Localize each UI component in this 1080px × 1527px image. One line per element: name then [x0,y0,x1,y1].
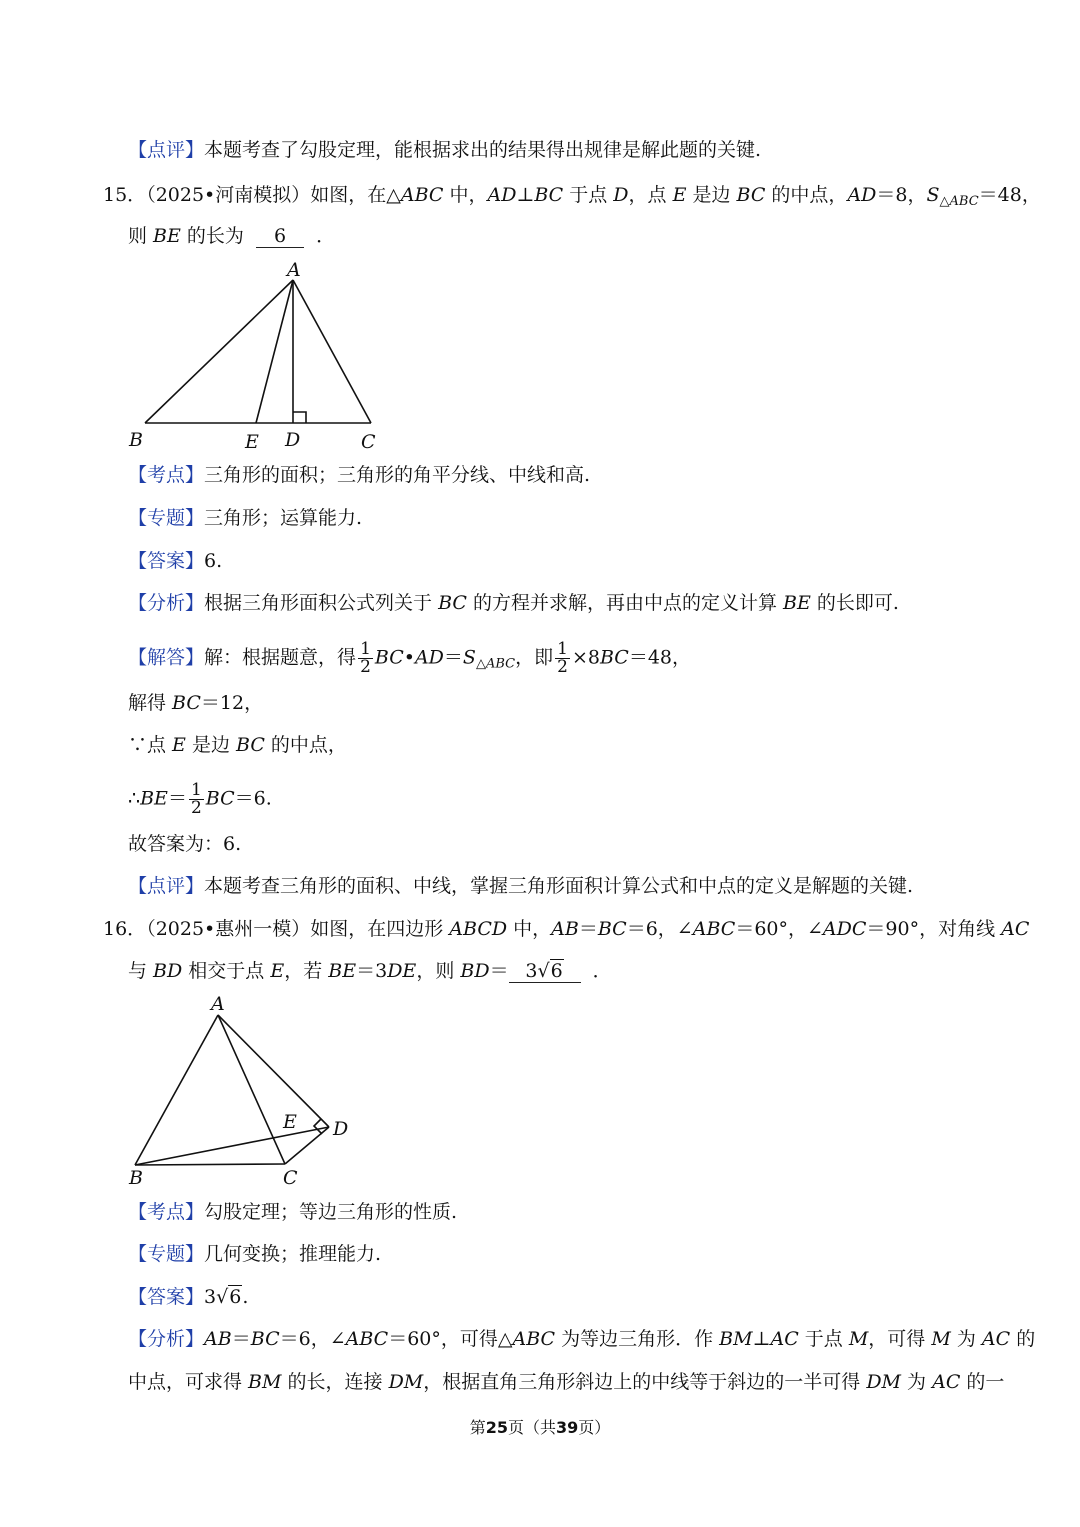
q16-label-A: A [211,993,225,1015]
q15-label-E: E [245,431,259,453]
q16-fenxi-line1: 【分析】AB＝BC＝6，∠ABC＝60°，可得△ABC 为等边三角形．作 BM⊥AC 于点 M，可得 M 为 AC 的 [128,1328,1036,1350]
q15-answer-blank: 6 [256,225,304,248]
q15-figure [125,258,385,454]
page-total: 39 [556,1418,579,1437]
q16-segment-AD [218,1015,329,1127]
page-number: 25 [485,1418,508,1437]
q15-zhuanti: 【专题】三角形；运算能力. [128,507,363,529]
fraction-half: $\frac{1}{2}$ [557,639,568,677]
tag-dianping-prev: 【点评】 [128,139,205,161]
q15-step4: 故答案为：6. [128,833,242,855]
q15-segment-AC [293,280,371,423]
q16-stem-line1: 16．（2025•惠州一模）如图，在四边形 ABCD 中，AB＝BC＝6，∠ABC＝60°，∠ADC＝90°，对角线 AC [103,918,1030,940]
q16-fenxi-line2: 中点，可求得 BM 的长，连接 DM，根据直角三角形斜边上的中线等于斜边的一半可得 DM 为 AC 的一 [128,1371,1005,1393]
q15-stem-line2: 则 BE 的长为 6 ． [128,225,336,247]
q15-dianping: 【点评】本题考查三角形的面积、中线，掌握三角形面积计算公式和中点的定义是解题的关键. [128,875,914,897]
q15-label-B: B [129,429,143,451]
q15-step3: ∴BE＝ $\frac{1}{2}$ BC＝6. [128,780,272,818]
q16-figure [125,990,365,1190]
q15-stem-line1: 15．（2025•河南模拟）如图，在△ABC 中，AD⊥BC 于点 D，点 E 是边 BC 的中点，AD＝8，$S_{\triangle ABC}=48$， [103,184,1041,209]
q16-segment-AB [135,1015,218,1165]
q16-zhuanti: 【专题】几何变换；推理能力. [128,1243,382,1265]
q15-jieda: 【解答】解：根据题意，得 $\frac{1}{2}$ $BC•AD=S_{\triangle ABC}$，即 $\frac{1}{2}$ ×8BC＝48， [128,639,691,677]
q15-step2: ∵点 E 是边 BC 的中点， [128,734,347,756]
q16-segment-BC [135,1164,285,1165]
fraction-half: $\frac{1}{2}$ [190,780,202,818]
q16-stem-line2: 与 BD 相交于点 E，若 BE＝3DE，则 BD＝ 3√6 ． [128,960,612,982]
q15-fenxi: 【分析】根据三角形面积公式列关于 BC 的方程并求解，再由中点的定义计算 BE 的长即可. [128,592,899,614]
q16-right-angle-mark [314,1119,322,1134]
q16-kaodian: 【考点】勾股定理；等边三角形的性质. [128,1201,458,1223]
q15-label-C: C [361,431,376,453]
page-footer: 第25页（共39页） [469,1418,611,1437]
q16-answer-blank: 3√6 [509,960,581,983]
q15-label-D: D [285,429,301,451]
q15-right-angle-mark [293,412,306,423]
q16-label-B: B [129,1167,143,1189]
q16-label-E: E [283,1111,297,1133]
q15-daan: 【答案】6. [128,550,223,572]
q16-daan: 【答案】3√6. [128,1286,249,1308]
review-prev: 【点评】本题考查了勾股定理，能根据求出的结果得出规律是解此题的关键. [128,139,762,161]
q15-step1: 解得 BC＝12， [128,692,264,714]
fraction-half: $\frac{1}{2}$ [360,639,371,677]
q16-segment-BD [135,1127,329,1165]
q16-label-C: C [283,1167,298,1189]
q15-segment-AE [256,280,293,423]
q15-kaodian: 【考点】三角形的面积；三角形的角平分线、中线和高. [128,464,591,486]
q16-label-D: D [333,1118,349,1140]
q15-segment-AB [145,280,293,423]
q15-label-A: A [287,259,301,281]
